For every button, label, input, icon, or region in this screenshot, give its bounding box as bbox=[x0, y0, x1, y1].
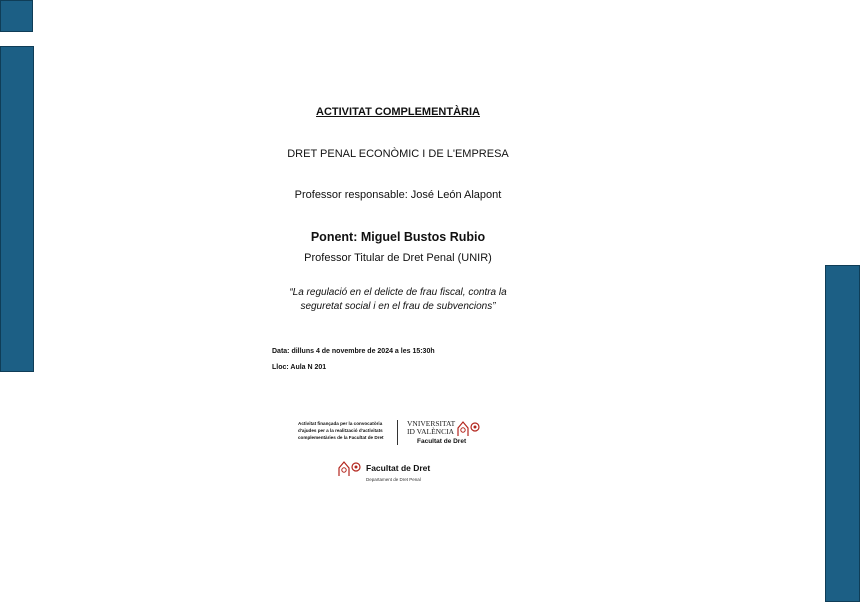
faculty-seal-icon bbox=[336, 460, 364, 478]
subject-title: DRET PENAL ECONÒMIC I DE L'EMPRESA bbox=[287, 148, 509, 160]
faculty-label: Facultat de Dret bbox=[417, 438, 467, 445]
page-heading: ACTIVITAT COMPLEMENTÀRIA bbox=[316, 106, 480, 118]
decorative-bar-right bbox=[825, 265, 860, 602]
funding-line: complementàries de la Facultat de Dret bbox=[298, 435, 384, 440]
speaker-role: Professor Titular de Dret Penal (UNIR) bbox=[304, 252, 492, 264]
event-place: Lloc: Aula N 201 bbox=[272, 364, 327, 371]
university-name-line: ID VALÈNCIA bbox=[407, 427, 455, 436]
decorative-bar-top bbox=[0, 0, 33, 32]
funding-line: Activitat finançada per la convocatòria bbox=[298, 421, 383, 426]
faculty-label-secondary: Facultat de Dret bbox=[366, 463, 431, 473]
responsible-professor: Professor responsable: José León Alapont bbox=[294, 189, 502, 201]
decorative-bar-left bbox=[0, 46, 34, 372]
logo-divider bbox=[397, 420, 398, 445]
talk-title bbox=[0, 286, 796, 314]
university-name bbox=[407, 420, 455, 436]
university-seal-icon bbox=[456, 420, 482, 438]
talk-title-line: “La regulació en el delicte de frau fiscal, contra la bbox=[289, 287, 507, 298]
speaker-name: Ponent: Miguel Bustos Rubio bbox=[310, 230, 486, 244]
talk-title-line: seguretat social i en el frau de subvencions” bbox=[300, 301, 496, 312]
funding-note bbox=[298, 420, 398, 441]
department-label: Departament de Dret Penal bbox=[366, 477, 421, 482]
university-name-line: VNIVERSITAT bbox=[407, 419, 456, 428]
funding-line: d'ajudes per a la realització d'activitats bbox=[298, 428, 383, 433]
event-date: Data: dilluns 4 de novembre de 2024 a les 15:30h bbox=[272, 348, 435, 355]
